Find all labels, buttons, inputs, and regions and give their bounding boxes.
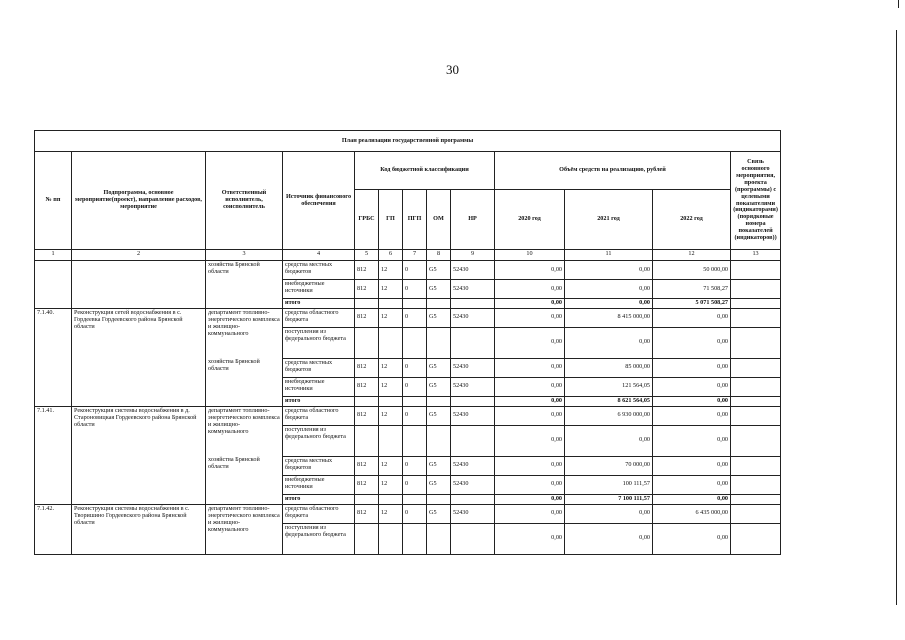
item-name-cell: Реконструкция системы водоснабжения в с. Творишино Гордеевского района Брянской области — [72, 504, 206, 554]
link-cell — [731, 475, 781, 494]
table-row — [35, 504, 781, 523]
grbs-cell — [355, 396, 379, 406]
value-2022-cell: 0,00 — [653, 523, 731, 554]
value-2021-cell: 8 621 564,05 — [565, 396, 653, 406]
value-2020-cell: 0,00 — [495, 456, 565, 475]
nr-cell: 52430 — [451, 504, 495, 523]
nr-cell: 52430 — [451, 456, 495, 475]
pgp-cell: 0 — [403, 261, 427, 280]
gp-cell: 12 — [379, 475, 403, 494]
link-cell — [731, 396, 781, 406]
value-2021-cell: 0,00 — [565, 280, 653, 299]
item-number-cell: 7.1.41. — [35, 406, 72, 504]
header-gp: ГП — [379, 190, 403, 250]
value-2021-cell: 0,00 — [565, 261, 653, 280]
link-cell — [731, 425, 781, 456]
om-cell — [427, 425, 451, 456]
value-2022-cell: 0,00 — [653, 475, 731, 494]
grbs-cell: 812 — [355, 377, 379, 396]
header-no: № пп — [35, 152, 72, 250]
pgp-cell: 0 — [403, 456, 427, 475]
header-2020: 2020 год — [495, 190, 565, 250]
column-number: 9 — [451, 250, 495, 261]
value-2022-cell: 0,00 — [653, 308, 731, 327]
value-2022-cell: 0,00 — [653, 377, 731, 396]
om-cell — [427, 396, 451, 406]
executor-cell: хозяйства Брянской области — [206, 261, 283, 309]
nr-cell: 52430 — [451, 358, 495, 377]
header-source: Источник финансового обеспечения — [283, 152, 355, 250]
source-cell: поступления из федерального бюджета — [283, 523, 355, 554]
value-2021-cell: 0,00 — [565, 425, 653, 456]
grbs-cell — [355, 327, 379, 358]
value-2020-cell: 0,00 — [495, 308, 565, 327]
source-cell: средства областного бюджета — [283, 504, 355, 523]
scan-edge-mark — [896, 30, 897, 605]
source-cell: средства местных бюджетов — [283, 456, 355, 475]
item-number-cell — [35, 261, 72, 309]
value-2020-cell: 0,00 — [495, 406, 565, 425]
value-2022-cell: 0,00 — [653, 456, 731, 475]
grbs-cell: 812 — [355, 308, 379, 327]
nr-cell — [451, 523, 495, 554]
grbs-cell: 812 — [355, 475, 379, 494]
value-2022-cell: 5 071 508,27 — [653, 299, 731, 309]
om-cell: G5 — [427, 504, 451, 523]
source-cell: средства местных бюджетов — [283, 358, 355, 377]
executor-cell: хозяйства Брянской области — [206, 456, 283, 504]
pgp-cell: 0 — [403, 377, 427, 396]
gp-cell: 12 — [379, 406, 403, 425]
column-number: 5 — [355, 250, 379, 261]
header-volume: Объём средств на реализацию, рублей — [495, 152, 731, 190]
gp-cell: 12 — [379, 261, 403, 280]
pgp-cell: 0 — [403, 358, 427, 377]
pgp-cell — [403, 523, 427, 554]
executor-cell: департамент топливно-энергетического комплекса и жилищно-коммунального — [206, 504, 283, 554]
column-number: 6 — [379, 250, 403, 261]
pgp-cell — [403, 327, 427, 358]
source-cell: средства областного бюджета — [283, 308, 355, 327]
pgp-cell: 0 — [403, 308, 427, 327]
source-cell: внебюджетные источники — [283, 280, 355, 299]
page-number: 30 — [446, 62, 459, 77]
column-number: 4 — [283, 250, 355, 261]
link-cell — [731, 327, 781, 358]
header-nr: НР — [451, 190, 495, 250]
source-cell: средства областного бюджета — [283, 406, 355, 425]
gp-cell — [379, 299, 403, 309]
table-title: План реализации государственной программы — [35, 131, 781, 152]
source-cell: внебюджетные источники — [283, 377, 355, 396]
value-2020-cell: 0,00 — [495, 396, 565, 406]
pgp-cell: 0 — [403, 280, 427, 299]
gp-cell — [379, 523, 403, 554]
value-2021-cell: 0,00 — [565, 299, 653, 309]
source-cell: итого — [283, 494, 355, 504]
om-cell: G5 — [427, 280, 451, 299]
link-cell — [731, 456, 781, 475]
grbs-cell: 812 — [355, 406, 379, 425]
pgp-cell — [403, 425, 427, 456]
link-cell — [731, 377, 781, 396]
header-grbs: ГРБС — [355, 190, 379, 250]
value-2021-cell: 0,00 — [565, 504, 653, 523]
executor-cell: хозяйства Брянской области — [206, 358, 283, 406]
gp-cell — [379, 396, 403, 406]
gp-cell: 12 — [379, 504, 403, 523]
header-executor: Ответственный исполнитель, соисполнитель — [206, 152, 283, 250]
value-2022-cell: 0,00 — [653, 358, 731, 377]
value-2021-cell: 7 100 111,57 — [565, 494, 653, 504]
gp-cell: 12 — [379, 280, 403, 299]
om-cell: G5 — [427, 456, 451, 475]
column-number: 2 — [72, 250, 206, 261]
link-cell — [731, 299, 781, 309]
link-cell — [731, 358, 781, 377]
value-2022-cell: 0,00 — [653, 396, 731, 406]
value-2022-cell: 0,00 — [653, 425, 731, 456]
pgp-cell — [403, 299, 427, 309]
om-cell: G5 — [427, 261, 451, 280]
value-2020-cell: 0,00 — [495, 299, 565, 309]
gp-cell — [379, 327, 403, 358]
value-2020-cell: 0,00 — [495, 377, 565, 396]
source-cell: средства местных бюджетов — [283, 261, 355, 280]
om-cell: G5 — [427, 475, 451, 494]
plan-table — [34, 130, 781, 555]
column-number: 8 — [427, 250, 451, 261]
value-2021-cell: 6 930 000,00 — [565, 406, 653, 425]
link-cell — [731, 308, 781, 327]
table-row — [35, 261, 781, 280]
item-number-cell: 7.1.42. — [35, 504, 72, 554]
link-cell — [731, 261, 781, 280]
pgp-cell — [403, 494, 427, 504]
table-row — [35, 308, 781, 327]
value-2020-cell: 0,00 — [495, 280, 565, 299]
scan-edge-tick — [898, 0, 899, 8]
value-2021-cell: 121 564,05 — [565, 377, 653, 396]
grbs-cell — [355, 299, 379, 309]
om-cell: G5 — [427, 308, 451, 327]
om-cell: G5 — [427, 377, 451, 396]
value-2022-cell: 6 435 000,00 — [653, 504, 731, 523]
nr-cell — [451, 327, 495, 358]
header-pgp: ПГП — [403, 190, 427, 250]
grbs-cell: 812 — [355, 456, 379, 475]
source-cell: итого — [283, 299, 355, 309]
link-cell — [731, 504, 781, 523]
gp-cell: 12 — [379, 358, 403, 377]
grbs-cell — [355, 523, 379, 554]
gp-cell: 12 — [379, 377, 403, 396]
header-2021: 2021 год — [565, 190, 653, 250]
pgp-cell: 0 — [403, 504, 427, 523]
value-2020-cell: 0,00 — [495, 504, 565, 523]
value-2021-cell: 70 000,00 — [565, 456, 653, 475]
value-2021-cell: 8 415 000,00 — [565, 308, 653, 327]
column-number: 3 — [206, 250, 283, 261]
nr-cell: 52430 — [451, 280, 495, 299]
item-name-cell: Реконструкция сетей водоснабжения в с. Гордеевка Гордеевского района Брянской области — [72, 308, 206, 406]
link-cell — [731, 406, 781, 425]
source-cell: внебюджетные источники — [283, 475, 355, 494]
om-cell — [427, 494, 451, 504]
source-cell: поступления из федерального бюджета — [283, 425, 355, 456]
header-budget-code: Код бюджетной классификации — [355, 152, 495, 190]
nr-cell: 52430 — [451, 475, 495, 494]
grbs-cell: 812 — [355, 261, 379, 280]
value-2021-cell: 100 111,57 — [565, 475, 653, 494]
column-number: 10 — [495, 250, 565, 261]
header-link: Связь основного мероприятия, проекта (программы) с целевыми показателями (индикаторами) (порядковые номера показателей (индикаторов)) — [731, 152, 781, 250]
value-2020-cell: 0,00 — [495, 494, 565, 504]
gp-cell: 12 — [379, 456, 403, 475]
column-number: 7 — [403, 250, 427, 261]
column-number: 13 — [731, 250, 781, 261]
value-2020-cell: 0,00 — [495, 475, 565, 494]
source-cell: поступления из федерального бюджета — [283, 327, 355, 358]
nr-cell: 52430 — [451, 261, 495, 280]
om-cell: G5 — [427, 358, 451, 377]
pgp-cell: 0 — [403, 406, 427, 425]
grbs-cell — [355, 494, 379, 504]
nr-cell — [451, 396, 495, 406]
om-cell — [427, 299, 451, 309]
source-cell: итого — [283, 396, 355, 406]
nr-cell: 52430 — [451, 377, 495, 396]
nr-cell: 52430 — [451, 308, 495, 327]
header-subprogram: Подпрограмма, основное мероприятие(проект), направление расходов, мероприятие — [72, 152, 206, 250]
pgp-cell — [403, 396, 427, 406]
gp-cell — [379, 425, 403, 456]
om-cell — [427, 523, 451, 554]
value-2022-cell: 0,00 — [653, 494, 731, 504]
value-2022-cell: 0,00 — [653, 327, 731, 358]
column-number: 11 — [565, 250, 653, 261]
value-2022-cell: 0,00 — [653, 406, 731, 425]
grbs-cell: 812 — [355, 358, 379, 377]
grbs-cell: 812 — [355, 280, 379, 299]
value-2022-cell: 50 000,00 — [653, 261, 731, 280]
column-numbers-row — [35, 250, 781, 261]
nr-cell: 52430 — [451, 406, 495, 425]
link-cell — [731, 523, 781, 554]
value-2021-cell: 85 000,00 — [565, 358, 653, 377]
column-number: 1 — [35, 250, 72, 261]
nr-cell — [451, 425, 495, 456]
executor-cell: департамент топливно-энергетического комплекса и жилищно-коммунального — [206, 406, 283, 456]
column-number: 12 — [653, 250, 731, 261]
grbs-cell — [355, 425, 379, 456]
value-2020-cell: 0,00 — [495, 523, 565, 554]
item-name-cell — [72, 261, 206, 309]
header-2022: 2022 год — [653, 190, 731, 250]
gp-cell — [379, 494, 403, 504]
executor-cell: департамент топливно-энергетического комплекса и жилищно-коммунального — [206, 308, 283, 358]
header-om: ОМ — [427, 190, 451, 250]
nr-cell — [451, 494, 495, 504]
item-number-cell: 7.1.40. — [35, 308, 72, 406]
value-2021-cell: 0,00 — [565, 523, 653, 554]
item-name-cell: Реконструкция системы водоснабжения в д. Староновицкая Гордеевского района Брянской области — [72, 406, 206, 504]
pgp-cell: 0 — [403, 475, 427, 494]
om-cell — [427, 327, 451, 358]
link-cell — [731, 280, 781, 299]
value-2020-cell: 0,00 — [495, 425, 565, 456]
table-row — [35, 406, 781, 425]
grbs-cell: 812 — [355, 504, 379, 523]
value-2020-cell: 0,00 — [495, 327, 565, 358]
nr-cell — [451, 299, 495, 309]
gp-cell: 12 — [379, 308, 403, 327]
link-cell — [731, 494, 781, 504]
value-2021-cell: 0,00 — [565, 327, 653, 358]
value-2020-cell: 0,00 — [495, 261, 565, 280]
value-2022-cell: 71 508,27 — [653, 280, 731, 299]
value-2020-cell: 0,00 — [495, 358, 565, 377]
om-cell: G5 — [427, 406, 451, 425]
